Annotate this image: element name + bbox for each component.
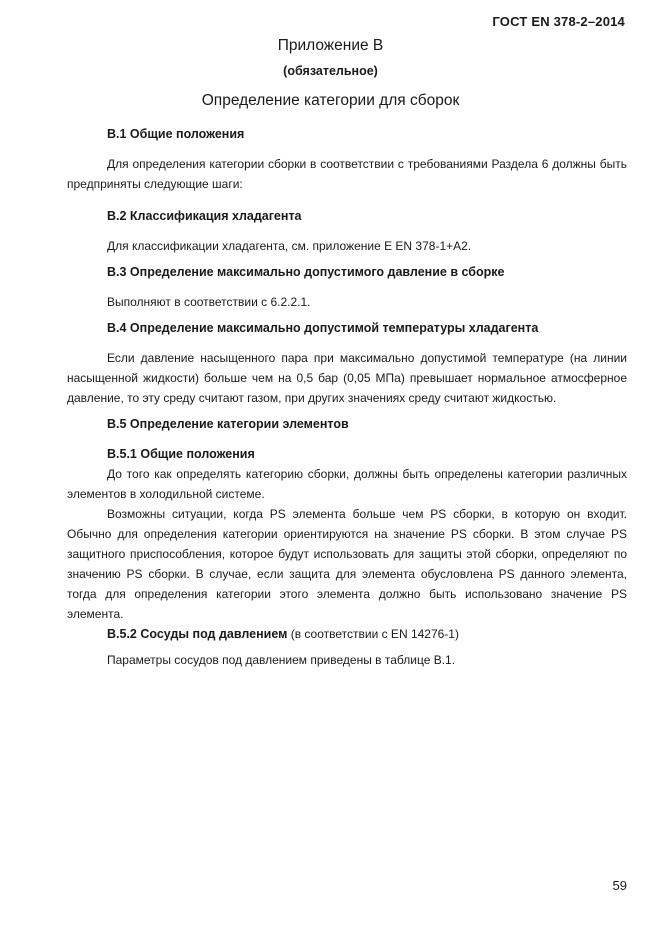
section-b3-heading: В.3 Определение максимально допустимого давление в сборке — [107, 265, 505, 279]
section-b1-heading: В.1 Общие положения — [107, 127, 245, 141]
standard-code: ГОСТ EN 378-2–2014 — [492, 14, 625, 29]
annex-status: (обязательное) — [283, 64, 378, 78]
section-b1-text: Для определения категории сборки в соответствии с требованиями Раздела 6 должны быть предприняты следующие шаги: — [67, 157, 627, 191]
annex-title: Приложение В — [277, 37, 384, 54]
section-b3-text: Выполняют в соответствии с 6.2.2.1. — [107, 295, 311, 309]
section-b51-heading: В.5.1 Общие положения — [107, 447, 255, 461]
section-b52-title: В.5.2 Сосуды под давлением — [107, 627, 288, 641]
section-b2-text: Для классификации хладагента, см. приложение E EN 378-1+A2. — [107, 239, 472, 253]
document-body — [67, 124, 627, 670]
section-b5-heading: В.5 Определение категории элементов — [107, 417, 349, 431]
section-b52-text: Параметры сосудов под давлением приведены в таблице В.1. — [107, 653, 456, 667]
section-b4-heading: В.4 Определение максимально допустимой температуры хладагента — [107, 321, 539, 335]
annex-heading: Определение категории для сборок — [201, 92, 460, 109]
section-b52-note: (в соответствии с EN 14276-1) — [287, 627, 459, 641]
section-b52-heading — [67, 624, 627, 644]
section-b4-text: Если давление насыщенного пара при максимально допустимой температуре (на линии насыщенной жидкости) больше чем на 0,5 бар (0,05 МПа) превышает нормальное атмосферное давление, то эту среду считают газом, при других значениях среду считают жидкостью. — [67, 351, 627, 405]
section-b51-text-2: Возможны ситуации, когда PS элемента больше чем PS сборки, в которую он входит. Обычно для определения категории ориентируются на значение PS сборки. В этом случае PS защитного приспособления, которое будут использовать для защиты этой сборки, определяют по значению PS сборки. В случае, если защита для элемента обусловлена PS данного элемента, тогда для определения категории этого элемента должно быть использовано значение PS элемента. — [67, 507, 627, 621]
section-b51-text-1: До того как определять категорию сборки, должны быть определены категории различных элементов в холодильной системе. — [67, 467, 627, 501]
page-number: 59 — [612, 878, 627, 893]
section-b2-heading: В.2 Классификация хладагента — [107, 209, 302, 223]
